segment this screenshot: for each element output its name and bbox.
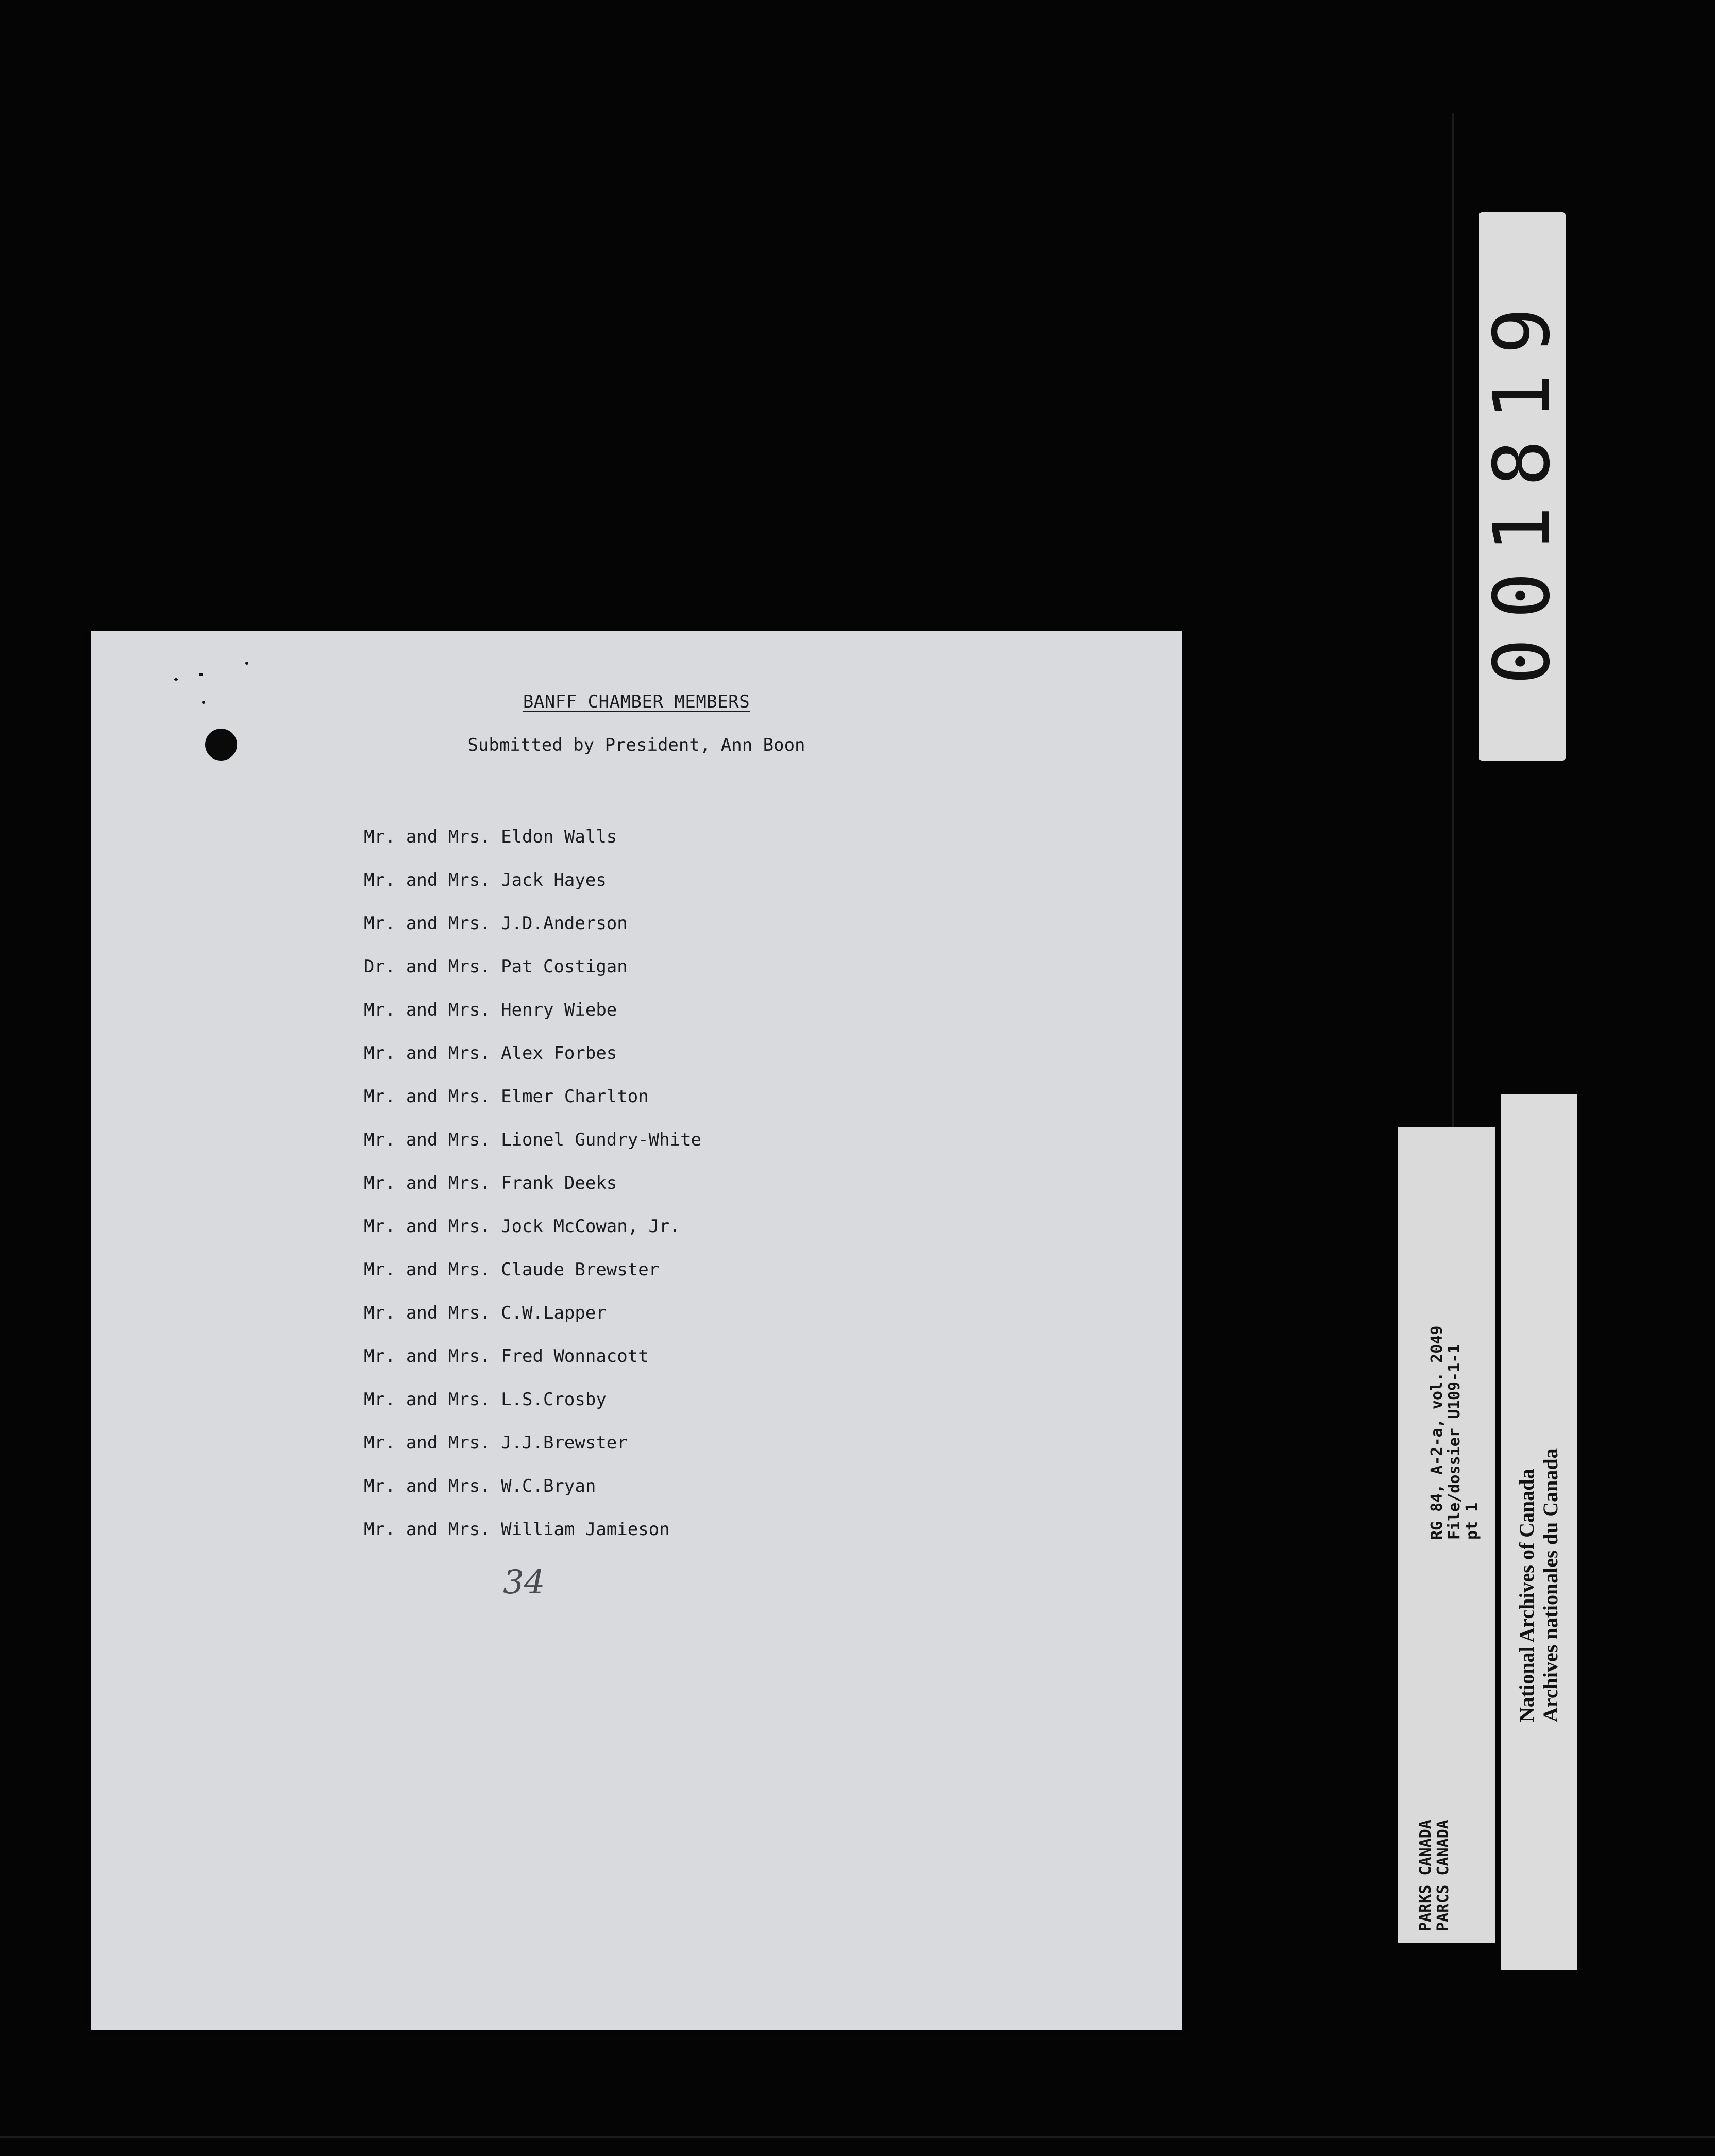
list-item: Mr. and Mrs. William Jamieson	[364, 1519, 670, 1540]
agency-name-fr: PARCS CANADA	[1434, 1820, 1452, 1931]
speck	[174, 678, 178, 681]
frame-number-strip	[1479, 212, 1566, 761]
reference-line-3: pt 1	[1463, 1502, 1481, 1540]
list-item: Mr. and Mrs. Lionel Gundry-White	[364, 1130, 702, 1150]
archives-name-fr: Archives nationales du Canada	[1539, 1448, 1562, 1722]
list-item: Mr. and Mrs. Elmer Charlton	[364, 1086, 649, 1107]
speck	[199, 673, 203, 676]
list-item: Mr. and Mrs. Henry Wiebe	[364, 1000, 617, 1020]
list-item: Mr. and Mrs. Eldon Walls	[364, 827, 617, 847]
list-item: Mr. and Mrs. Frank Deeks	[364, 1173, 617, 1193]
list-item: Mr. and Mrs. Claude Brewster	[364, 1259, 660, 1280]
member-list	[364, 815, 701, 1551]
list-item: Mr. and Mrs. J.D.Anderson	[364, 913, 628, 934]
frame-number: 001819	[1477, 288, 1567, 685]
list-item: Mr. and Mrs. W.C.Bryan	[364, 1476, 596, 1496]
list-item: Mr. and Mrs. Jock McCowan, Jr.	[364, 1216, 681, 1237]
archival-reference	[1428, 1326, 1481, 1540]
reference-line-2: File/dossier U109-1-1	[1445, 1344, 1464, 1540]
agency-name	[1417, 1820, 1452, 1931]
parks-canada-label	[1398, 1127, 1495, 1943]
list-item: Mr. and Mrs. Alex Forbes	[364, 1043, 617, 1064]
list-item: Mr. and Mrs. L.S.Crosby	[364, 1389, 607, 1410]
list-item: Mr. and Mrs. Fred Wonnacott	[364, 1346, 649, 1367]
page-subtitle: Submitted by President, Ann Boon	[467, 735, 805, 755]
document-page	[91, 631, 1182, 2030]
film-bottom-line	[0, 2136, 1715, 2138]
national-archives-label	[1501, 1094, 1577, 1970]
list-item: Mr. and Mrs. Jack Hayes	[364, 870, 607, 890]
archives-name-en: National Archives of Canada	[1515, 1469, 1538, 1722]
handwritten-page-count: 34	[503, 1563, 545, 1602]
agency-name-en: PARKS CANADA	[1417, 1820, 1435, 1931]
page-title: BANFF CHAMBER MEMBERS	[523, 692, 750, 712]
list-item: Mr. and Mrs. J.J.Brewster	[364, 1433, 628, 1453]
archives-name	[1515, 1448, 1562, 1722]
list-item: Dr. and Mrs. Pat Costigan	[364, 956, 628, 977]
speck	[245, 662, 248, 665]
reference-line-1: RG 84, A-2-a, vol. 2049	[1428, 1325, 1446, 1540]
list-item: Mr. and Mrs. C.W.Lapper	[364, 1303, 607, 1323]
